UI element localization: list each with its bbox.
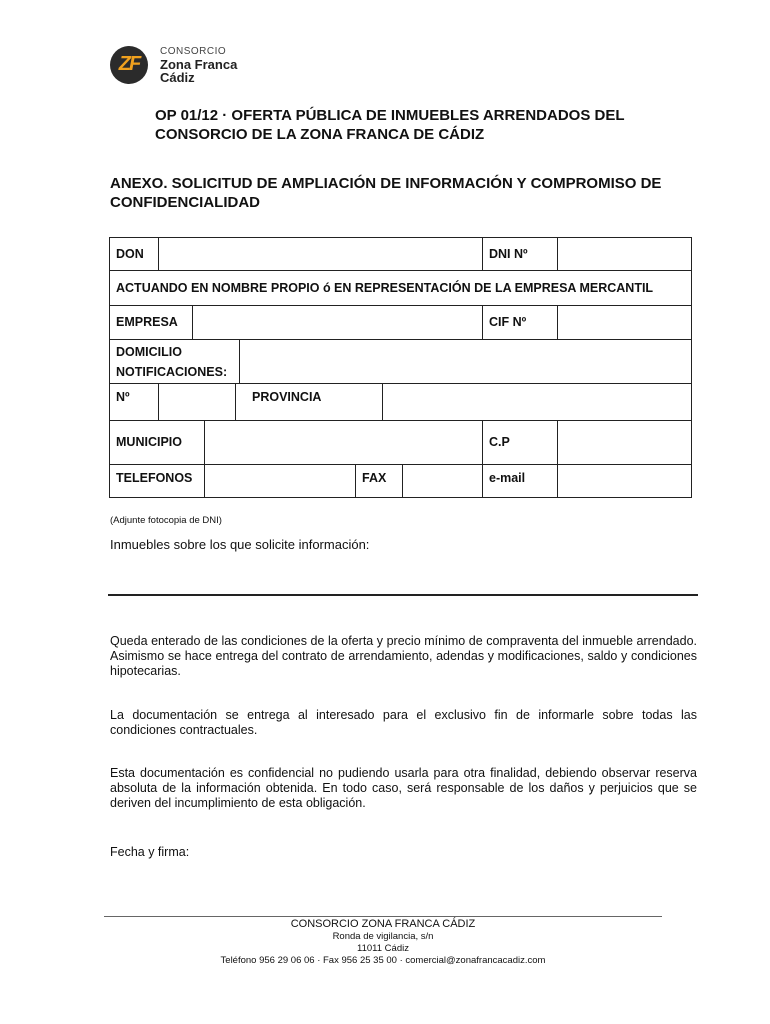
don-field[interactable] — [159, 238, 482, 270]
dni-copy-note: (Adjunte fotocopia de DNI) — [110, 515, 222, 526]
logo-mark-text: ZF — [118, 53, 140, 75]
documentation-paragraph: La documentación se entrega al interesado para el exclusivo fin de informarle sobre todas las condiciones contractuales. — [110, 708, 697, 737]
actuando-label: ACTUANDO EN NOMBRE PROPIO ó EN REPRESENTACIÓN DE LA EMPRESA MERCANTIL — [116, 281, 654, 295]
domicilio-label — [110, 340, 227, 383]
don-label: DON — [116, 247, 144, 261]
cell-divider — [235, 384, 236, 420]
cp-field[interactable] — [558, 421, 691, 464]
dni-field[interactable] — [558, 238, 691, 270]
cif-label: CIF Nº — [489, 315, 527, 329]
document-title: OP 01/12 · OFERTA PÚBLICA DE INMUEBLES ARRENDADOS DEL CONSORCIO DE LA ZONA FRANCA DE CÁDIZ — [155, 107, 625, 143]
telefonos-field[interactable] — [205, 465, 355, 497]
inmuebles-entry-line[interactable] — [108, 594, 698, 596]
provincia-label: PROVINCIA — [252, 390, 322, 404]
conditions-paragraph: Queda enterado de las condiciones de la oferta y precio mínimo de compraventa del inmueble arrendado. Asimismo se hace entrega del contrato de arrendamiento, adendas y modificaciones, saldo y condiciones hipotecarias. — [110, 634, 697, 678]
domicilio-label-line2: NOTIFICACIONES: — [116, 365, 228, 379]
municipio-label: MUNICIPIO — [116, 435, 182, 449]
zf-logo-mark — [110, 46, 148, 84]
numero-field[interactable] — [159, 384, 235, 420]
annex-title: ANEXO. SOLICITUD DE AMPLIACIÓN DE INFORMACIÓN Y COMPROMISO DE CONFIDENCIALIDAD — [110, 175, 662, 211]
logo-line-3: Cádiz — [160, 70, 195, 85]
footer-org-name: CONSORCIO ZONA FRANCA CÁDIZ — [290, 918, 476, 930]
dni-label: DNI Nº — [489, 247, 528, 261]
domicilio-field[interactable] — [240, 340, 691, 383]
footer — [104, 918, 662, 967]
fax-label: FAX — [362, 471, 387, 485]
footer-address: Ronda de vigilancia, s/n — [332, 931, 434, 942]
email-label: e-mail — [489, 471, 526, 485]
confidentiality-paragraph: Esta documentación es confidencial no pudiendo usarla para otra finalidad, debiendo observar reserva absoluta de la información obtenida. En todo caso, será responsable de los daños y perjuicios que se deriven del incumplimiento de esta obligación. — [110, 766, 697, 810]
cp-label: C.P — [489, 435, 510, 449]
inmuebles-label: Inmuebles sobre los que solicite información: — [110, 537, 370, 552]
application-form — [109, 237, 692, 498]
footer-divider — [104, 916, 662, 917]
footer-city: 11011 Cádiz — [357, 943, 409, 954]
telefonos-label: TELEFONOS — [116, 471, 193, 485]
date-signature-label: Fecha y firma: — [110, 845, 190, 859]
fax-field[interactable] — [403, 465, 482, 497]
email-field[interactable] — [558, 465, 691, 497]
empresa-field[interactable] — [193, 306, 482, 339]
empresa-label: EMPRESA — [116, 315, 178, 329]
provincia-field[interactable] — [383, 384, 691, 420]
footer-contact: Teléfono 956 29 06 06 · Fax 956 25 35 00 · comercial@zonafrancacadiz.com — [220, 955, 546, 966]
consorcio-logo — [110, 46, 270, 86]
logo-line-2: Zona Franca — [160, 57, 238, 72]
logo-line-1: CONSORCIO — [160, 46, 227, 57]
cif-field[interactable] — [558, 306, 691, 339]
municipio-field[interactable] — [205, 421, 482, 464]
domicilio-label-line1: DOMICILIO — [116, 345, 182, 359]
numero-label: Nº — [116, 390, 130, 404]
